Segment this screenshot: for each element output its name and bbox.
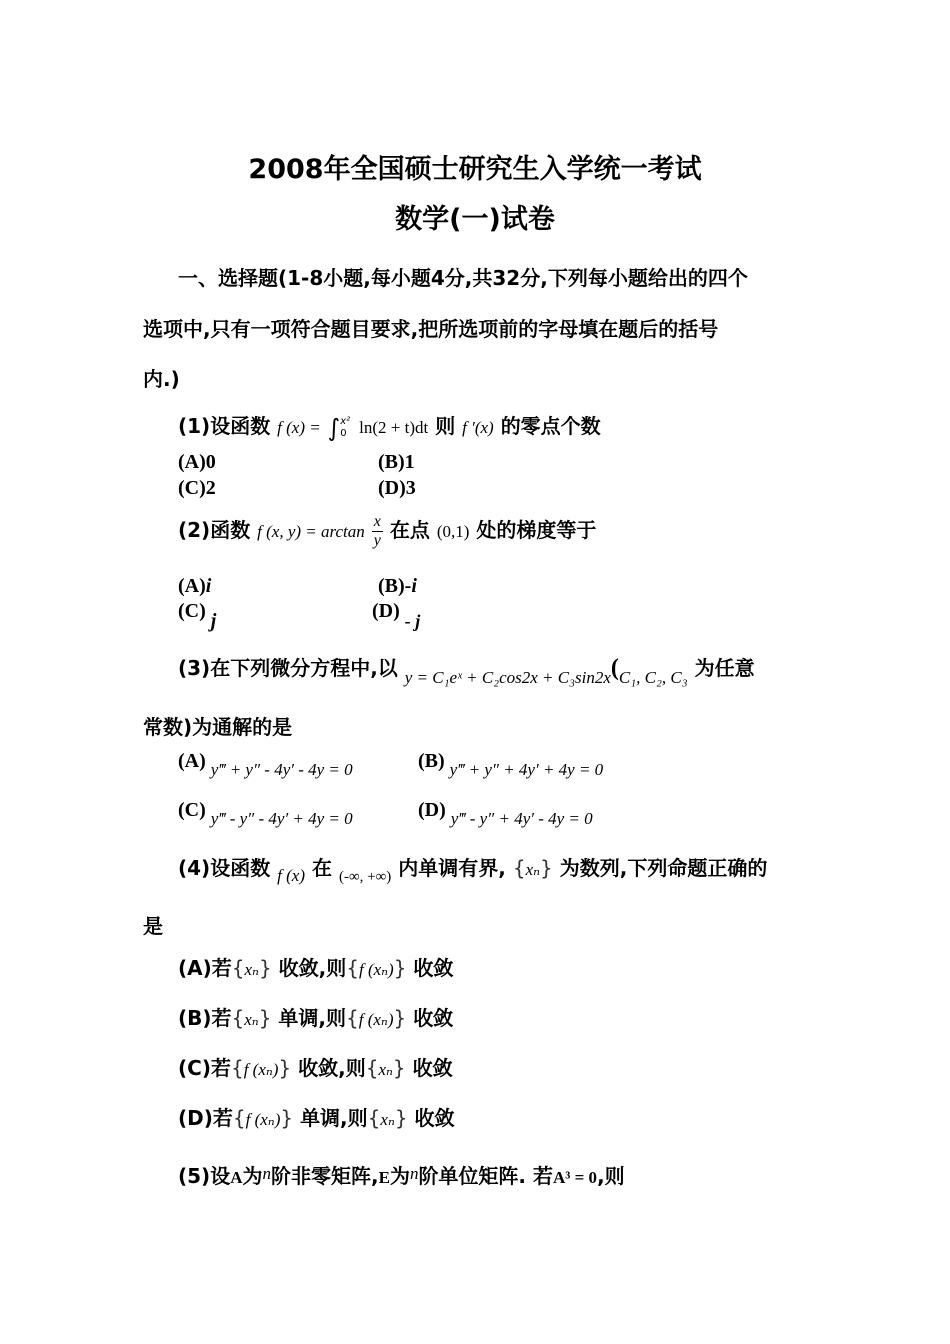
q2-fraction <box>372 513 383 550</box>
brace-close: } <box>394 1106 408 1130</box>
brace-close: } <box>393 956 407 980</box>
question-5 <box>178 1160 625 1189</box>
q1-option-b: (B)1 <box>378 451 415 473</box>
q5-suffix: ,则 <box>597 1164 625 1188</box>
q2-option-d-label: (D) <box>372 600 400 622</box>
q4-prefix: (4)设函数 <box>178 856 271 880</box>
q3-option-c-equation: y‴ - y″ - 4y′ + 4y = 0 <box>210 809 353 828</box>
q4-option-c-text2: 收敛 <box>412 1056 453 1080</box>
brace-close: } <box>540 856 553 880</box>
q3-option-b <box>418 750 604 779</box>
q2-option-c-label: (C) <box>178 600 206 622</box>
exam-subtitle: 数学(一)试卷 <box>395 204 555 235</box>
q2-option-b <box>378 575 417 598</box>
q2-option-a <box>178 575 211 598</box>
q3-option-a-label: (A) <box>178 750 206 772</box>
q3-option-d <box>418 799 593 828</box>
section-instructions-line1: 一、选择题(1-8小题,每小题4分,共32分,下列每小题给出的四个 <box>178 266 748 290</box>
question-3 <box>178 652 755 687</box>
question-2 <box>178 513 596 550</box>
brace-close: } <box>392 1056 406 1080</box>
q5-n1: n <box>262 1164 271 1183</box>
brace-open: { <box>512 856 526 880</box>
q3-constants: C₁, C₂, C₃ <box>618 668 688 687</box>
brace-close: } <box>278 1056 292 1080</box>
q3-paren: ( <box>610 655 619 681</box>
brace-open: { <box>231 1006 245 1030</box>
q4-option-d-text2: 收敛 <box>414 1106 455 1130</box>
q5-matrix-a: A <box>230 1168 243 1187</box>
q4-option-a-text1: 收敛,则 <box>278 956 347 980</box>
q4-option-a-seq2: f (xₙ) <box>358 960 394 979</box>
q3-option-d-label: (D) <box>418 799 446 821</box>
q2-option-a-label: (A) <box>178 575 206 597</box>
exam-title: 2008年全国硕士研究生入学统一考试 <box>248 154 702 185</box>
q5-text2: 阶非零矩阵, <box>270 1164 379 1188</box>
q2-option-b-label: (B)- <box>378 575 412 597</box>
q4-option-a-seq1: xₙ <box>244 960 259 979</box>
brace-open: { <box>230 1056 244 1080</box>
q4-option-c-label: (C)若 <box>178 1056 231 1080</box>
q5-text4: 阶单位矩阵. 若 <box>418 1164 553 1188</box>
q4-option-a-label: (A)若 <box>178 956 232 980</box>
q4-option-d-seq1: f (xₙ) <box>245 1110 281 1129</box>
integral-limits <box>340 416 350 440</box>
q5-prefix: (5)设 <box>178 1164 231 1188</box>
q3-option-a <box>178 750 353 779</box>
q2-mid: 在点 <box>389 518 430 542</box>
q2-function-def: f (x, y) = arctan <box>257 522 365 541</box>
integral-lower-limit: 0 <box>340 427 347 439</box>
brace-open: { <box>232 1106 246 1130</box>
integral-sign: ∫ <box>327 414 341 442</box>
q2-frac-den: y <box>373 532 381 549</box>
q3-option-d-equation: y‴ - y″ + 4y′ - 4y = 0 <box>450 809 593 828</box>
q2-suffix: 处的梯度等于 <box>476 518 597 542</box>
q3-suffix: 为任意 <box>694 656 755 680</box>
q4-mid2: 内单调有界, <box>398 856 506 880</box>
q4-option-a <box>178 952 453 981</box>
q4-suffix: 为数列,下列命题正确的 <box>559 856 768 880</box>
q2-option-d-value: - j <box>404 611 421 631</box>
q3-option-b-label: (B) <box>418 750 445 772</box>
q4-option-c <box>178 1052 453 1081</box>
brace-open: { <box>346 1006 359 1030</box>
q1-option-c: (C)2 <box>178 477 216 499</box>
q2-prefix: (2)函数 <box>178 518 251 542</box>
q4-sequence: xₙ <box>525 860 541 879</box>
q1-prefix: (1)设函数 <box>178 414 271 438</box>
q4-mid1: 在 <box>311 856 332 880</box>
integral-upper-limit: x² <box>340 415 351 427</box>
brace-open: { <box>346 956 359 980</box>
q4-option-c-seq1: f (xₙ) <box>243 1060 279 1079</box>
q4-option-b <box>178 1002 453 1031</box>
q4-option-b-seq2: f (xₙ) <box>358 1010 394 1029</box>
q2-option-a-value: i <box>205 575 212 597</box>
q1-option-a: (A)0 <box>178 451 216 473</box>
q2-option-c <box>178 600 217 632</box>
question-1 <box>178 410 601 442</box>
brace-open: { <box>367 1106 381 1130</box>
section-instructions-line3: 内.) <box>143 367 180 391</box>
q1-suffix: 的零点个数 <box>500 414 601 438</box>
q1-integrand: ln(2 + t)dt <box>359 418 429 437</box>
q2-option-b-value: i <box>411 575 417 597</box>
q5-matrix-e: E <box>378 1168 390 1187</box>
q3-general-solution: y = C₁eˣ + C₂cos2x + C₃sin2x <box>404 668 611 687</box>
q1-mid: 则 <box>435 414 456 438</box>
q5-text1: 为 <box>242 1164 263 1188</box>
brace-close: } <box>258 956 272 980</box>
q5-n2: n <box>409 1164 419 1183</box>
q4-option-b-label: (B)若 <box>178 1006 232 1030</box>
q2-frac-num: x <box>373 513 381 530</box>
brace-close: } <box>393 1006 407 1030</box>
q4-line2: 是 <box>143 914 163 938</box>
q3-prefix: (3)在下列微分方程中,以 <box>178 656 398 680</box>
q3-option-a-equation: y‴ + y″ - 4y′ - 4y = 0 <box>210 760 353 779</box>
brace-open: { <box>365 1056 379 1080</box>
section-instructions-line2: 选项中,只有一项符合题目要求,把所选项前的字母填在题后的括号 <box>143 317 719 341</box>
q2-option-d <box>372 600 421 631</box>
q4-option-c-text1: 收敛,则 <box>298 1056 366 1080</box>
q3-option-c-label: (C) <box>178 799 206 821</box>
q1-derivative: f ′(x) <box>462 418 494 437</box>
q5-condition: A³ = 0 <box>553 1168 598 1187</box>
brace-close: } <box>258 1006 272 1030</box>
q4-option-b-text1: 单调,则 <box>278 1006 347 1030</box>
q4-option-c-seq2: xₙ <box>378 1060 393 1079</box>
q4-option-a-text2: 收敛 <box>413 956 454 980</box>
q4-option-b-seq1: xₙ <box>244 1010 259 1029</box>
q4-option-d-label: (D)若 <box>178 1106 233 1130</box>
q4-interval: (-∞, +∞) <box>338 869 392 885</box>
brace-open: { <box>231 956 245 980</box>
q4-option-b-text2: 收敛 <box>413 1006 454 1030</box>
q5-text3: 为 <box>389 1164 410 1188</box>
q1-function-def: f (x) = <box>277 418 321 437</box>
q3-line2: 常数)为通解的是 <box>143 715 293 739</box>
q4-option-d <box>178 1102 455 1131</box>
q2-point: (0,1) <box>436 522 470 541</box>
q3-option-b-equation: y‴ + y″ + 4y′ + 4y = 0 <box>449 760 604 779</box>
q4-fx: f (x) <box>277 866 306 885</box>
question-4 <box>178 852 768 885</box>
brace-close: } <box>280 1106 294 1130</box>
q3-option-c <box>178 799 353 828</box>
q1-option-d: (D)3 <box>378 477 416 499</box>
q2-option-c-value: j <box>210 610 217 632</box>
q4-option-d-text1: 单调,则 <box>300 1106 368 1130</box>
q4-option-d-seq2: xₙ <box>380 1110 395 1129</box>
